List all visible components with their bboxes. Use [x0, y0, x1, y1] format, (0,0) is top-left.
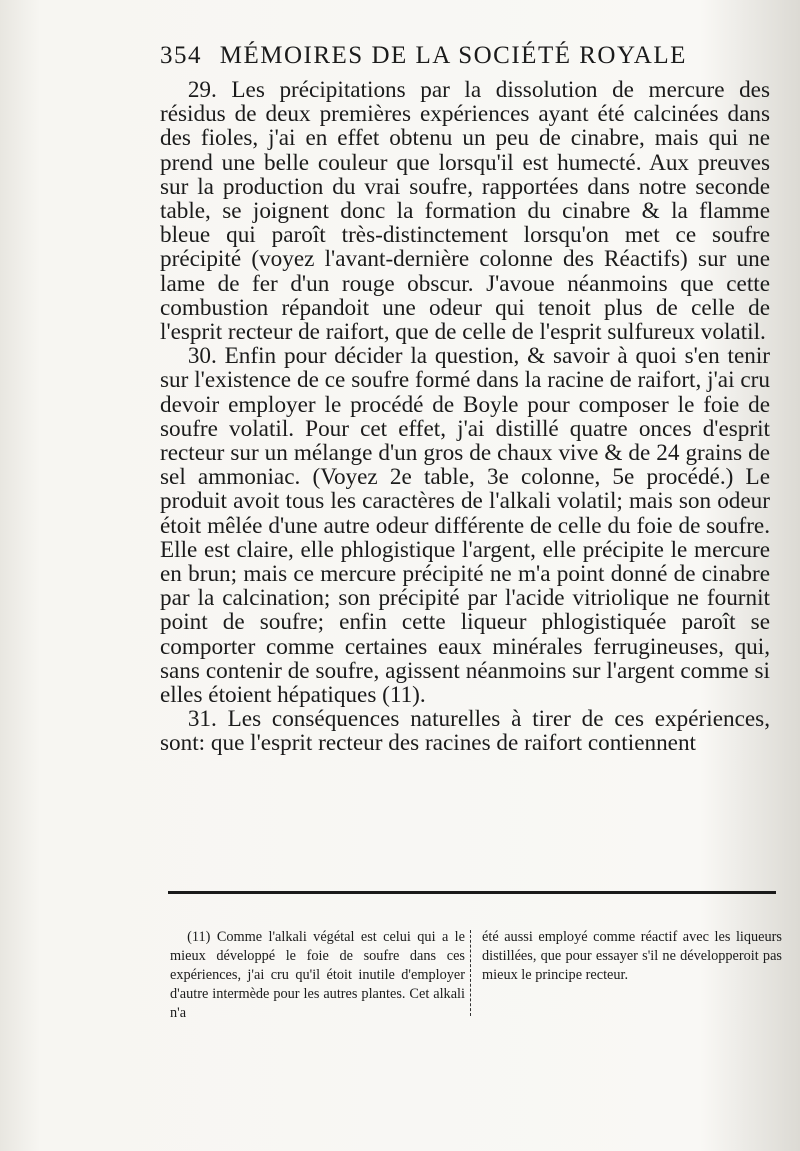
main-text	[160, 78, 770, 756]
footnote-column-divider	[470, 930, 471, 1016]
running-header	[160, 42, 780, 76]
footnote-left-column	[170, 928, 465, 1023]
page-number: 354	[160, 42, 202, 69]
running-title: MÉMOIRES DE LA SOCIÉTÉ ROYALE	[219, 42, 687, 69]
footnote-right-column	[482, 928, 782, 985]
paragraph-31: 31. Les conséquences naturelles à tirer de ces expériences, sont: que l'esprit recteur des racines de raifort contiennent	[160, 706, 770, 757]
paragraph-29: 29. Les précipitations par la dissolution de mercure des résidus de deux premières expériences ayant été calcinées dans des fioles, j'ai en effet obtenu un peu de cinabre, mais qui ne prend une belle couleur que lorsqu'il est humecté. Aux preuves sur la production du vrai soufre, rapportées dans notre seconde table, se joignent donc la formation du cinabre & la flamme bleue qui paroît très-distinctement lorsqu'on met ce soufre précipité (voyez l'avant-dernière colonne des Réactifs) sur une lame de fer d'un rouge obscur. J'avoue néanmoins que cette combustion répandoit une odeur qui tenoit plus de celle de l'esprit recteur de raifort, que de celle de l'esprit sulfureux volatil.	[160, 77, 770, 346]
footnote-rule	[168, 891, 776, 894]
footnote-11-part-2: été aussi employé comme réactif avec les liqueurs distillées, que pour essayer s'il ne développeroit pas mieux le principe recteur.	[482, 929, 782, 983]
footnote-11-part-1: (11) Comme l'alkali végétal est celui qui a le mieux développé le foie de soufre dans ces expériences, j'ai cru qu'il étoit inutile d'employer d'autre intermède pour les autres plantes. Cet alkali n'a	[170, 929, 465, 1021]
footnotes	[170, 928, 785, 1021]
paragraph-30: 30. Enfin pour décider la question, & savoir à quoi s'en tenir sur l'existence de ce soufre formé dans la racine de raifort, j'ai cru devoir employer le procédé de Boyle pour composer le foie de soufre volatil. Pour cet effet, j'ai distillé quatre onces d'esprit recteur sur un mélange d'un gros de chaux vive & de 24 grains de sel ammoniac. (Voyez 2e table, 3e colonne, 5e procédé.) Le produit avoit tous les caractères de l'alkali volatil; mais son odeur étoit mêlée d'une autre odeur différente de celle du foie de soufre. Elle est claire, elle phlogistique l'argent, elle précipite le mercure en brun; mais ce mercure précipité ne m'a point donné de cinabre par la calcination; son précipité par l'acide vitriolique ne fournit point de soufre; enfin cette liqueur phlogistiquée paroît se comporter comme certaines eaux minérales ferrugineuses, qui, sans contenir de soufre, agissent néanmoins sur l'argent comme si elles étoient hépatiques (11).	[160, 343, 770, 709]
